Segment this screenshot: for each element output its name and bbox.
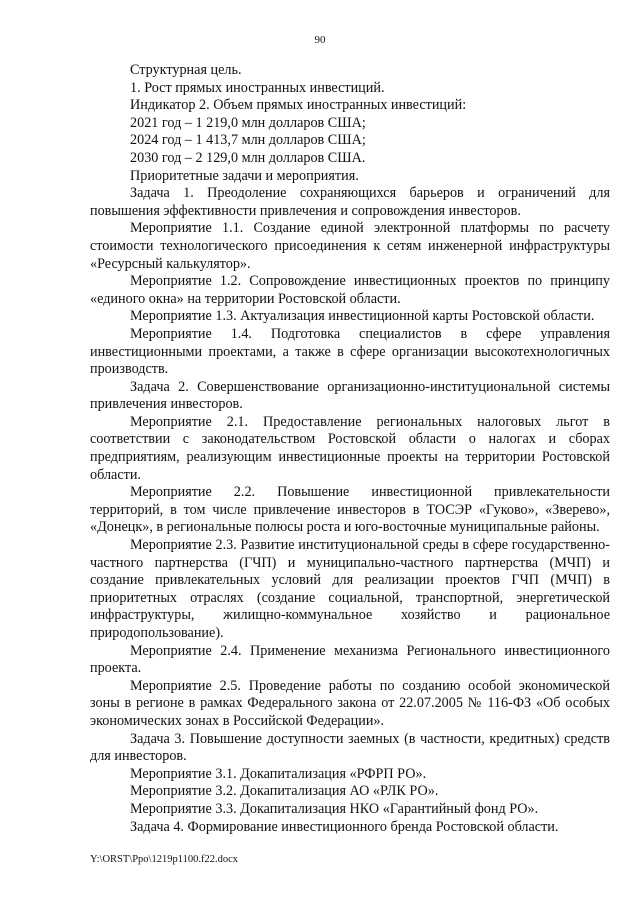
- paragraph-measure-2-2: Мероприятие 2.2. Повышение инвестиционной привлекательности территорий, в том числе привлечение инвесторов в ТОСЭР «Гуково», «Зверево», «Донецк», в региональные полюсы роста и юго-восточные муниципальные районы.: [90, 484, 610, 536]
- paragraph-task-3: Задача 3. Повышение доступности заемных (в частности, кредитных) средств для инвесторов.: [90, 730, 610, 765]
- paragraph-task-4: Задача 4. Формирование инвестиционного бренда Ростовской области.: [130, 818, 559, 835]
- paragraph-indicator-2: Индикатор 2. Объем прямых иностранных инвестиций:: [130, 97, 467, 114]
- file-path-footer: Y:\ORST\Ppo\1219p1100.f22.docx: [90, 854, 238, 865]
- paragraph-measure-1-3: Мероприятие 1.3. Актуализация инвестиционной карты Ростовской области.: [130, 308, 595, 325]
- paragraph-priority-tasks: Приоритетные задачи и мероприятия.: [130, 167, 359, 184]
- paragraph-measure-3-2: Мероприятие 3.2. Докапитализация АО «РЛК РО».: [130, 783, 439, 800]
- paragraph-structural-goal: Структурная цель.: [130, 62, 242, 78]
- paragraph-measure-3-3: Мероприятие 3.3. Докапитализация НКО «Гарантийный фонд РО».: [130, 800, 539, 817]
- paragraph-task-1: Задача 1. Преодоление сохраняющихся барьеров и ограничений для повышения эффективности привлечения и сопровождения инвесторов.: [90, 185, 610, 219]
- paragraph-indicator-2024: 2024 год – 1 413,7 млн долларов США;: [130, 132, 366, 149]
- paragraph-indicator-2030: 2030 год – 2 129,0 млн долларов США.: [130, 149, 366, 166]
- paragraph-measure-2-1: Мероприятие 2.1. Предоставление региональных налоговых льгот в соответствии с законодательством Ростовской области о налогах и сборах предприятиям, реализующим инвестиционные проекты на территории Ростовской области.: [90, 413, 610, 483]
- paragraph-measure-1-1: Мероприятие 1.1. Создание единой электронной платформы по расчету стоимости технологического присоединения к сетям инженерной инфраструктуры «Ресурсный калькулятор».: [90, 220, 610, 272]
- paragraph-indicator-2021: 2021 год – 1 219,0 млн долларов США;: [130, 114, 366, 131]
- paragraph-measure-2-5: Мероприятие 2.5. Проведение работы по созданию особой экономической зоны в регионе в рамках Федерального закона от 22.07.2005 № 116-ФЗ «Об особых экономических зонах в Российской Федерации».: [90, 677, 610, 729]
- document-body: [90, 62, 610, 836]
- paragraph-measure-1-2: Мероприятие 1.2. Сопровождение инвестиционных проектов по принципу «единого окна» на территории Ростовской области.: [90, 273, 610, 307]
- page-number: 90: [314, 34, 326, 46]
- paragraph-measure-2-3: Мероприятие 2.3. Развитие институциональной среды в сфере государственно-частного партнерства (ГЧП) и муниципально-частного партнерства (МЧП) и создание привлекательных условий для реализации проектов ГЧП (МЧП) в приоритетных отраслях (создание социальной, транспортной, энергетической инфраструктуры, жилищно-коммунальное хозяйство и рациональное природопользование).: [90, 537, 610, 641]
- paragraph-task-2: Задача 2. Совершенствование организационно-институциональной системы привлечения инвесторов.: [90, 378, 610, 413]
- paragraph-measure-1-4: Мероприятие 1.4. Подготовка специалистов в сфере управления инвестиционными проектами, а также в сфере организации высокотехнологичных производств.: [90, 325, 610, 378]
- paragraph-measure-2-4: Мероприятие 2.4. Применение механизма Регионального инвестиционного проекта.: [90, 642, 610, 677]
- paragraph-measure-3-1: Мероприятие 3.1. Докапитализация «РФРП РО».: [130, 765, 427, 782]
- paragraph-goal-1: 1. Рост прямых иностранных инвестиций.: [130, 79, 385, 96]
